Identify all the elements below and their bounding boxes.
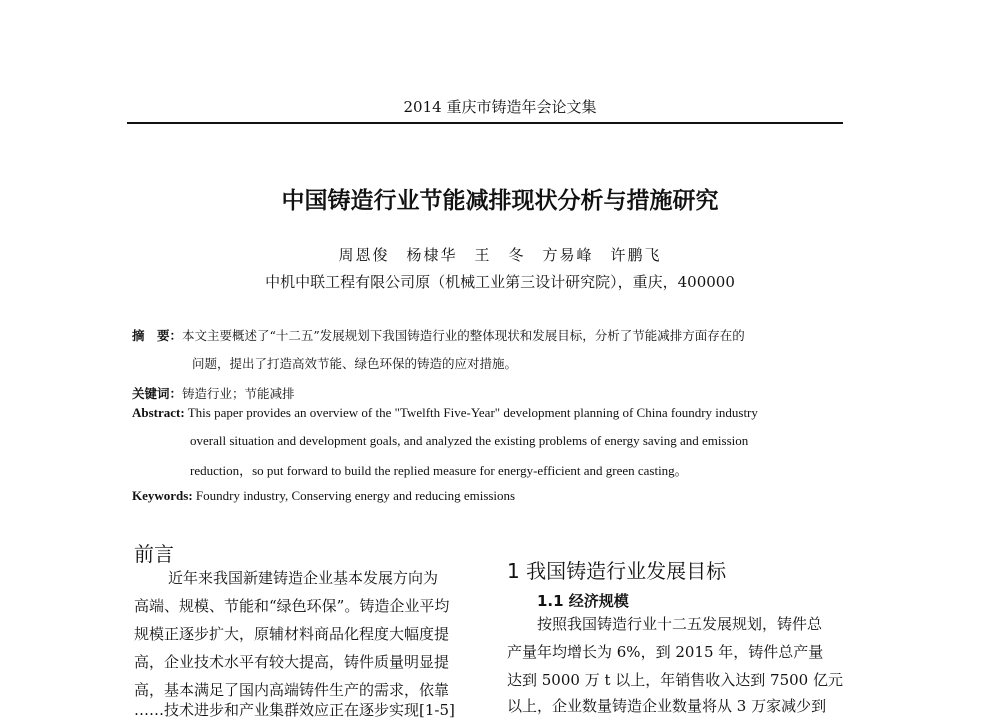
section-1-heading: 1 我国铸造行业发展目标 [507,559,727,583]
abstract-en-line-2: overall situation and development goals, and analyzed the existing problems of energy saving and emission [190,433,749,448]
keywords-cn [132,384,295,402]
keywords-cn-label: 关键词： [132,386,183,401]
author-list: 周恩俊 杨棣华 王 冬 方易峰 许鹏飞 [338,246,662,264]
section-1-line: 按照我国铸造行业十二五发展规划，铸件总 [537,615,823,633]
keywords-en [132,488,515,504]
section-1-line: 达到 5000 万 t 以上，年销售收入达到 7500 亿元 [507,671,843,689]
running-header: 2014 重庆市铸造年会论文集 [403,98,597,116]
preface-line: 近年来我国新建铸造企业基本发展方向为 [168,569,439,587]
section-1-line: 以上，企业数量铸造企业数量将从 3 万家减少到 [507,697,827,715]
subsection-1-1-heading: 1.1 经济规模 [537,592,629,610]
preface-line: 高，企业技术水平有较大提高，铸件质量明显提 [134,653,450,671]
abstract-en-label: Abstract: [132,405,185,420]
preface-line-cut: ……技术进步和产业集群效应正在逐步实现[1-5] [134,701,455,719]
paper-title: 中国铸造行业节能减排现状分析与措施研究 [281,188,719,214]
abstract-cn-label: 摘 要： [132,328,183,343]
abstract-en-line-3: reduction，so put forward to build the replied measure for energy-efficient and green casting。 [190,463,688,478]
preface-line: 高，基本满足了国内高端铸件生产的需求，依靠 [134,681,450,699]
abstract-en-text-1: This paper provides an overview of the "Twelfth Five-Year" development planning of China foundry industry [187,405,758,420]
preface-line: 高端、规模、节能和“绿色环保”。铸造企业平均 [134,597,450,615]
affiliation: 中机中联工程有限公司原（机械工业第三设计研究院），重庆，400000 [265,273,735,291]
keywords-en-text: Foundry industry, Conserving energy and reducing emissions [195,488,516,503]
keywords-en-label: Keywords: [132,488,193,503]
keywords-cn-text: 铸造行业；节能减排 [182,386,295,401]
abstract-en-line-1 [132,405,758,421]
preface-line: 规模正逐步扩大，原辅材料商品化程度大幅度提 [134,625,450,643]
abstract-cn-line-1 [132,326,745,344]
abstract-cn-line-2: 问题，提出了打造高效节能、绿色环保的铸造的应对措施。 [192,356,518,371]
preface-heading: 前言 [134,542,174,566]
header-rule [127,122,843,124]
abstract-cn-text-1: 本文主要概述了“十二五”发展规划下我国铸造行业的整体现状和发展目标，分析了节能减排方面存在的 [182,328,745,343]
section-1-line: 产量年均增长为 6%，到 2015 年，铸件总产量 [507,643,824,661]
